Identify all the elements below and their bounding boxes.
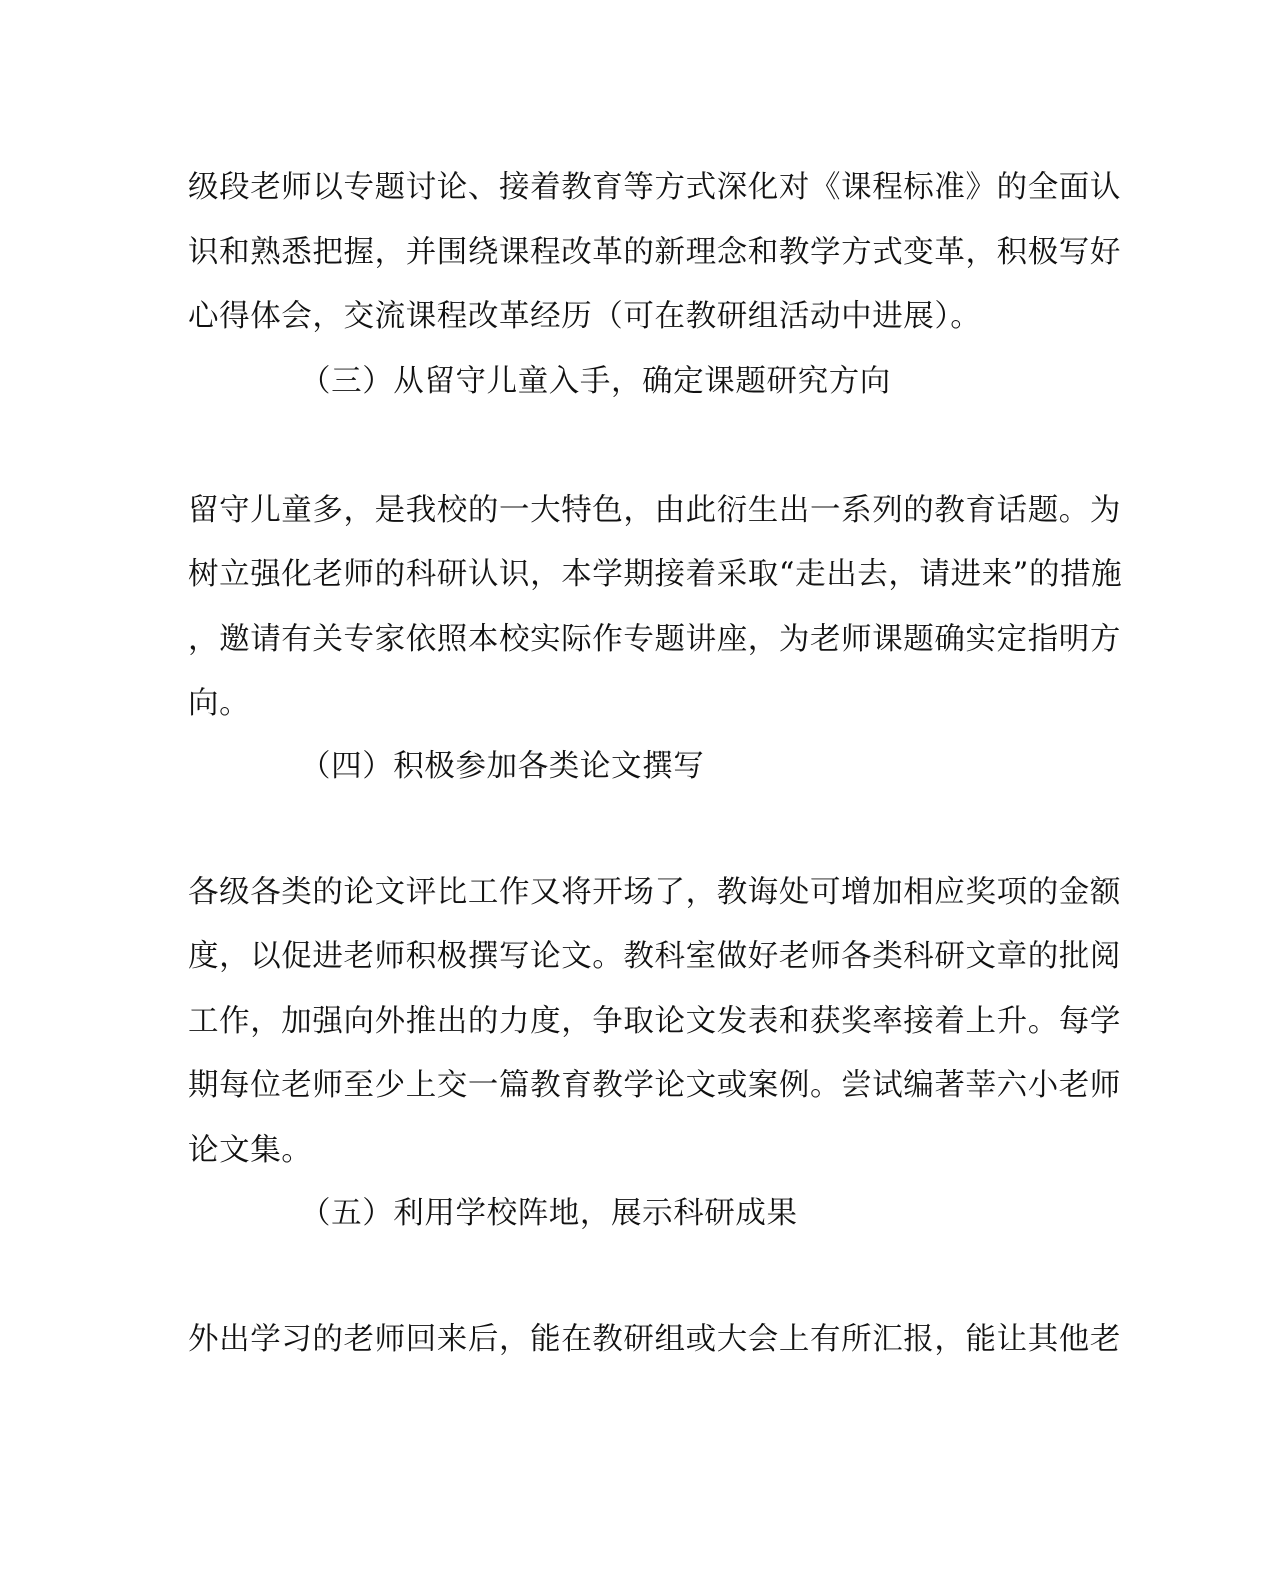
- section-heading-4: （四）积极参加各类论文撰写: [300, 749, 705, 784]
- section-heading-5: （五）利用学校阵地，展示科研成果: [300, 1196, 798, 1231]
- paragraph-line: 各级各类的论文评比工作又将开场了，教诲处可增加相应奖项的金额: [188, 875, 1121, 910]
- paragraph-line: 留守儿童多，是我校的一大特色，由此衍生出一系列的教育话题。为: [188, 493, 1121, 528]
- paragraph-line: 级段老师以专题讨论、接着教育等方式深化对《课程标准》的全面认: [188, 170, 1121, 205]
- paragraph-line: 识和熟悉把握，并围绕课程改革的新理念和教学方式变革，积极写好: [188, 235, 1121, 270]
- paragraph-line: 论文集。: [188, 1133, 313, 1168]
- paragraph-line: 期每位老师至少上交一篇教育教学论文或案例。尝试编著莘六小老师: [188, 1068, 1121, 1103]
- paragraph-line: 向。: [188, 686, 251, 721]
- paragraph-line: 树立强化老师的科研认识，本学期接着采取“走出去，请进来”的措施: [188, 557, 1123, 592]
- paragraph-line: 外出学习的老师回来后，能在教研组或大会上有所汇报，能让其他老: [188, 1322, 1121, 1357]
- paragraph-line: 度，以促进老师积极撰写论文。教科室做好老师各类科研文章的批阅: [188, 939, 1121, 974]
- section-heading-3: （三）从留守儿童入手，确定课题研究方向: [300, 364, 891, 399]
- paragraph-line: 工作，加强向外推出的力度，争取论文发表和获奖率接着上升。每学: [188, 1004, 1121, 1039]
- paragraph-line: 心得体会，交流课程改革经历（可在教研组活动中进展）。: [188, 299, 982, 334]
- paragraph-line: ，邀请有关专家依照本校实际作专题讲座，为老师课题确实定指明方: [188, 622, 1121, 657]
